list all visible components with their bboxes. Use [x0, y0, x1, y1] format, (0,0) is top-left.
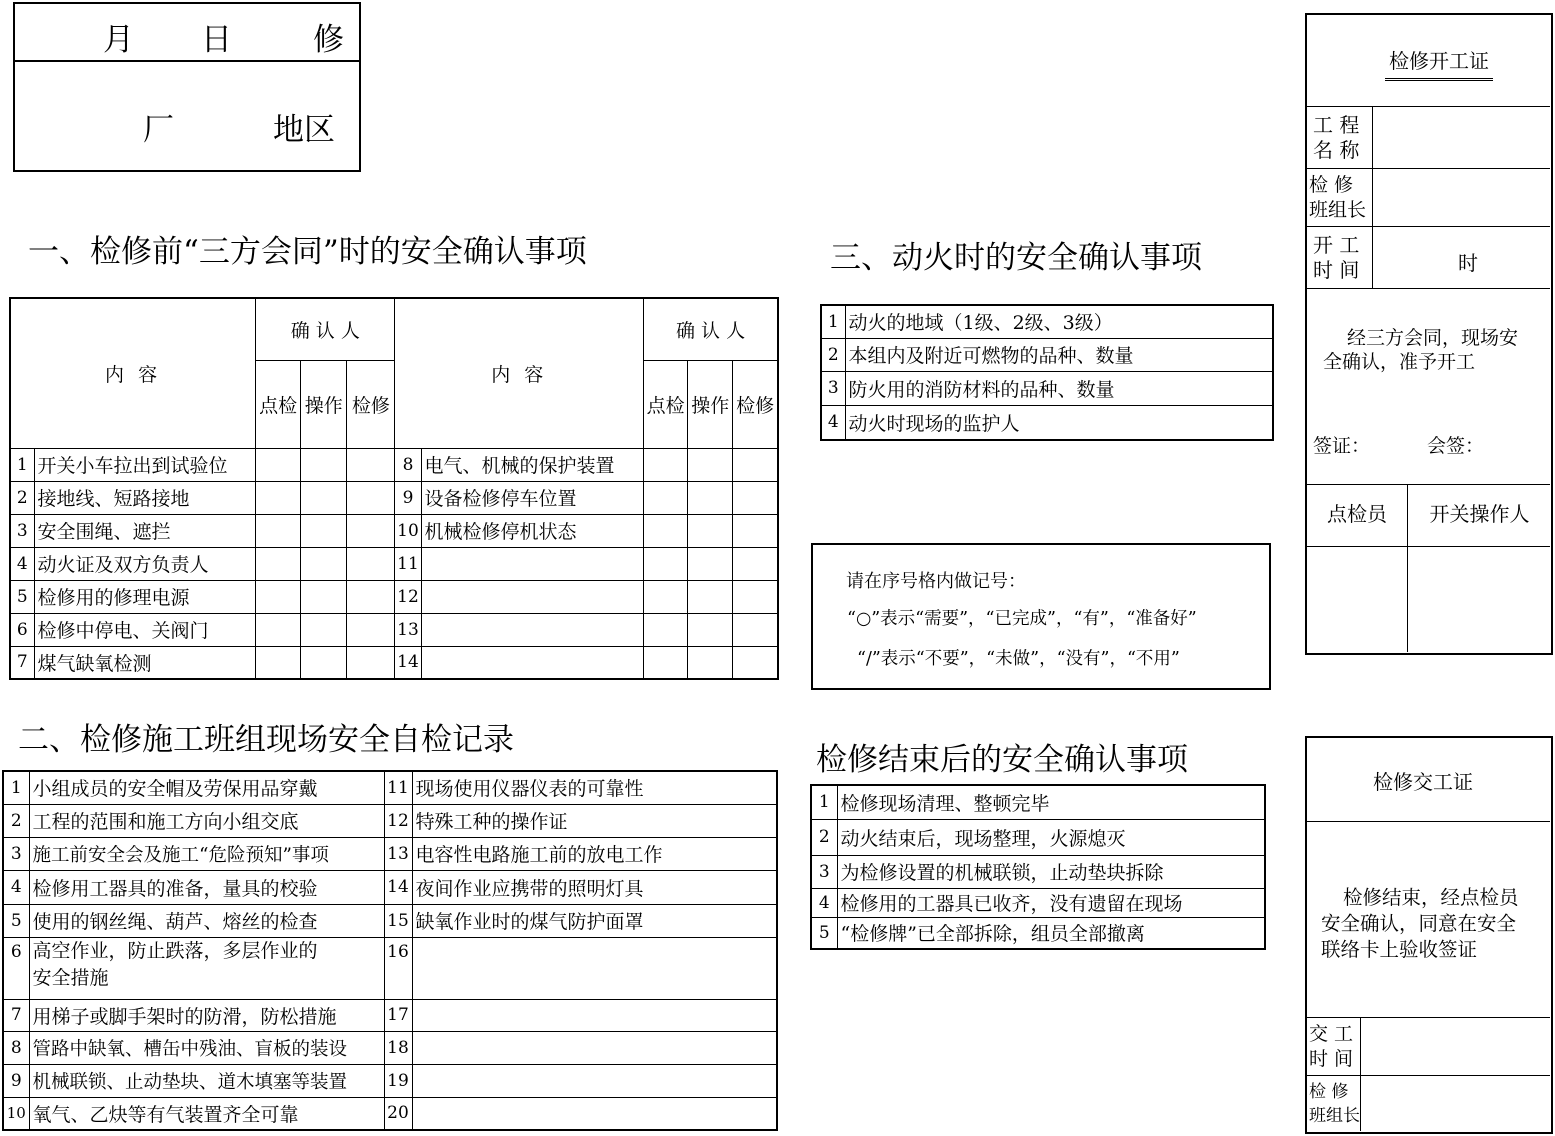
- table-row: [821, 371, 1273, 405]
- area-label: 地区: [273, 112, 335, 148]
- item-text: 检修用的工器具已收齐，没有遗留在现场: [837, 888, 1265, 917]
- table-row: [3, 870, 777, 904]
- start-statement-area: [1307, 289, 1550, 485]
- sub-header-operate: 操作: [688, 360, 733, 448]
- sub-header-operate: 操作: [301, 360, 347, 448]
- signers-header-row: [1307, 485, 1550, 547]
- table-row: [811, 855, 1265, 888]
- row-number: 1: [821, 305, 845, 338]
- operator-label: 开关操作人: [1429, 502, 1530, 526]
- item-text: [412, 1097, 777, 1130]
- row-number: 9: [395, 481, 421, 514]
- check-cell[interactable]: [688, 481, 733, 514]
- row-number: 2: [3, 804, 29, 837]
- row-number: 16: [384, 937, 412, 999]
- check-cell[interactable]: [256, 481, 301, 514]
- row-number: 9: [3, 1064, 29, 1097]
- end-statement-line2: 安全确认，同意在安全: [1321, 912, 1517, 935]
- check-cell[interactable]: [733, 448, 778, 481]
- end-statement-line3: 联络卡上验收签证: [1321, 938, 1478, 961]
- table-row: [10, 613, 778, 646]
- plant-row: [15, 62, 359, 172]
- item-text: 动火时现场的监护人: [845, 405, 1273, 440]
- item-text: 用梯子或脚手架时的防滑，防松措施: [29, 999, 384, 1031]
- row-number: 5: [811, 917, 837, 949]
- item-text: 电容性电路施工前的放电工作: [412, 837, 777, 870]
- team-leader-row: [1307, 169, 1550, 227]
- item-text: 本组内及附近可燃物的品种、数量: [845, 338, 1273, 371]
- start-statement-line2: 全确认，准予开工: [1323, 351, 1476, 373]
- start-time-row: [1307, 227, 1550, 289]
- item-text: “检修牌”已全部拆除，组员全部撤离: [837, 917, 1265, 949]
- month-label: 月: [103, 22, 134, 58]
- check-cell[interactable]: [733, 514, 778, 547]
- check-cell[interactable]: [347, 580, 395, 613]
- item-text: 夜间作业应携带的照明灯具: [412, 870, 777, 904]
- sub-header-inspect: 点检: [644, 360, 688, 448]
- table-row: [3, 837, 777, 870]
- check-cell[interactable]: [301, 448, 347, 481]
- check-cell[interactable]: [733, 580, 778, 613]
- row-number: 7: [3, 999, 29, 1031]
- item-text-line1: 高空作业，防止跌落，多层作业的: [32, 939, 318, 962]
- row-number: 4: [10, 547, 34, 580]
- section2-table: [2, 770, 778, 1131]
- table-row: [3, 1031, 777, 1064]
- row-number: 5: [3, 904, 29, 937]
- date-box: [13, 2, 361, 172]
- check-cell[interactable]: [301, 547, 347, 580]
- end-card-title: 检修交工证: [1373, 770, 1473, 794]
- row-number: 3: [3, 837, 29, 870]
- section3-table: [820, 304, 1274, 441]
- row-number: 14: [384, 870, 412, 904]
- row-number: 5: [10, 580, 34, 613]
- row-number: 10: [395, 514, 421, 547]
- item-text: 煤气缺氧检测: [34, 646, 256, 679]
- section1-table: [9, 297, 779, 680]
- check-cell[interactable]: [347, 514, 395, 547]
- end-time-label: 交 工 时 间: [1307, 1018, 1361, 1076]
- item-text: 防火用的消防材料的品种、数量: [845, 371, 1273, 405]
- table-row: [821, 405, 1273, 440]
- end-statement-line1: 检修结束，经点检员: [1343, 886, 1519, 909]
- row-number: 12: [384, 804, 412, 837]
- check-cell[interactable]: [301, 613, 347, 646]
- check-cell[interactable]: [688, 580, 733, 613]
- signers-sign-row: [1307, 547, 1550, 652]
- check-cell[interactable]: [644, 646, 688, 679]
- start-statement-line1: 经三方会同，现场安: [1347, 327, 1519, 349]
- item-text: 现场使用仪器仪表的可靠性: [412, 771, 777, 804]
- repair-label: 修: [313, 22, 344, 58]
- table-row: [821, 305, 1273, 338]
- legend-line2: “○”表示“需要”，“已完成”，“有”，“准备好”: [847, 609, 1197, 629]
- table-row: [3, 937, 777, 999]
- start-card: [1305, 13, 1553, 655]
- check-cell[interactable]: [347, 613, 395, 646]
- table-row: [10, 481, 778, 514]
- check-cell[interactable]: [301, 580, 347, 613]
- table-row: [3, 999, 777, 1031]
- item-text: 检修用的修理电源: [34, 580, 256, 613]
- item-text: 电气、机械的保护装置: [421, 448, 644, 481]
- item-text: [412, 999, 777, 1031]
- row-number: 17: [384, 999, 412, 1031]
- table-row: [10, 514, 778, 547]
- hour-unit: 时: [1458, 251, 1478, 275]
- check-cell[interactable]: [733, 613, 778, 646]
- check-cell[interactable]: [347, 448, 395, 481]
- confirm-header-left: 确 认 人: [256, 298, 395, 360]
- item-text: [412, 937, 777, 999]
- row-number: 11: [395, 547, 421, 580]
- table-row: [10, 646, 778, 679]
- item-text: 检修现场清理、整顿完毕: [837, 785, 1265, 819]
- item-text: 动火结束后，现场整理，火源熄灭: [837, 819, 1265, 855]
- check-cell[interactable]: [644, 547, 688, 580]
- item-text: 缺氧作业时的煤气防护面罩: [412, 904, 777, 937]
- item-text: 特殊工种的操作证: [412, 804, 777, 837]
- end-leader-field[interactable]: [1362, 1076, 1550, 1131]
- row-number: 1: [10, 448, 34, 481]
- team-leader-label: 检 修 班组长: [1307, 169, 1373, 227]
- row-number: 3: [821, 371, 845, 405]
- legend-line1: 请在序号格内做记号：: [846, 571, 1026, 592]
- row-number: 2: [821, 338, 845, 371]
- table-row: [3, 1097, 777, 1130]
- row-number: 3: [811, 855, 837, 888]
- row-number: 4: [811, 888, 837, 917]
- end-time-field[interactable]: [1362, 1018, 1550, 1076]
- row-number: 3: [10, 514, 34, 547]
- table-row: [811, 785, 1265, 819]
- table-row: [821, 338, 1273, 371]
- content-header-left: 内 容: [10, 298, 256, 448]
- check-cell[interactable]: [644, 448, 688, 481]
- check-cell[interactable]: [733, 481, 778, 514]
- item-text: 工程的范围和施工方向小组交底: [29, 804, 384, 837]
- section4-table: [810, 784, 1266, 950]
- row-number: 13: [384, 837, 412, 870]
- row-number: 6: [10, 613, 34, 646]
- item-text: 开关小车拉出到试验位: [34, 448, 256, 481]
- sub-header-inspect: 点检: [256, 360, 301, 448]
- row-number: 2: [811, 819, 837, 855]
- sign-label: 签证：: [1313, 435, 1371, 457]
- legend-box: [811, 543, 1271, 690]
- item-text: 动火证及双方负责人: [34, 547, 256, 580]
- item-text: [421, 580, 644, 613]
- plant-label: 厂: [143, 112, 174, 148]
- item-text: 氧气、乙炔等有气装置齐全可靠: [29, 1097, 384, 1130]
- item-text: 机械检修停机状态: [421, 514, 644, 547]
- check-cell[interactable]: [644, 514, 688, 547]
- item-text: 小组成员的安全帽及劳保用品穿戴: [29, 771, 384, 804]
- row-number: 7: [10, 646, 34, 679]
- operator-sign-field[interactable]: [1409, 547, 1550, 652]
- check-cell[interactable]: [347, 646, 395, 679]
- table-row: [10, 448, 778, 481]
- table-row: [3, 1064, 777, 1097]
- check-cell[interactable]: [256, 646, 301, 679]
- check-cell[interactable]: [644, 481, 688, 514]
- item-text: [421, 646, 644, 679]
- check-cell[interactable]: [256, 613, 301, 646]
- item-text: [412, 1064, 777, 1097]
- row-number: 13: [395, 613, 421, 646]
- start-card-title: 检修开工证: [1385, 45, 1493, 81]
- item-text: [412, 1031, 777, 1064]
- row-number: 8: [395, 448, 421, 481]
- check-cell[interactable]: [256, 448, 301, 481]
- row-number: 20: [384, 1097, 412, 1130]
- check-cell[interactable]: [688, 448, 733, 481]
- day-label: 日: [201, 22, 232, 58]
- item-text: 动火的地域（1级、2级、3级）: [845, 305, 1273, 338]
- item-text: 施工前安全会及施工“危险预知”事项: [29, 837, 384, 870]
- table-row: [811, 819, 1265, 855]
- table-row: [3, 804, 777, 837]
- item-text: 安全围绳、遮拦: [34, 514, 256, 547]
- row-number: 11: [384, 771, 412, 804]
- check-cell[interactable]: [347, 547, 395, 580]
- row-number: 15: [384, 904, 412, 937]
- row-number: 14: [395, 646, 421, 679]
- date-row: [15, 4, 359, 62]
- confirm-header-right: 确 认 人: [644, 298, 778, 360]
- end-statement-area: [1307, 822, 1550, 1018]
- check-cell[interactable]: [347, 481, 395, 514]
- cosign-label: 会签：: [1427, 435, 1485, 457]
- sub-header-repair: 检修: [733, 360, 778, 448]
- row-number: 6: [3, 937, 29, 999]
- end-leader-label: 检 修 班组长: [1307, 1076, 1361, 1131]
- table-row: [811, 888, 1265, 917]
- item-text: 使用的钢丝绳、葫芦、熔丝的检查: [29, 904, 384, 937]
- item-text-line2: 安全措施: [32, 966, 109, 989]
- legend-line3: “/”表示“不要”，“未做”，“没有”，“不用”: [857, 649, 1180, 669]
- item-text: 管路中缺氧、槽缶中残油、盲板的装设: [29, 1031, 384, 1064]
- item-text: 机械联锁、止动垫块、道木填塞等装置: [29, 1064, 384, 1097]
- table-row: [10, 547, 778, 580]
- project-name-label: 工 程 名 称: [1307, 107, 1373, 169]
- project-name-row: [1307, 107, 1550, 169]
- table-row: [3, 771, 777, 804]
- table-row: [10, 580, 778, 613]
- row-number: 1: [811, 785, 837, 819]
- team-leader-field[interactable]: [1374, 169, 1550, 227]
- check-cell[interactable]: [644, 613, 688, 646]
- check-cell[interactable]: [688, 613, 733, 646]
- inspector-sign-field[interactable]: [1307, 547, 1408, 652]
- row-number: 4: [821, 405, 845, 440]
- item-text: 设备检修停车位置: [421, 481, 644, 514]
- check-cell[interactable]: [688, 646, 733, 679]
- start-time-label: 开 工 时 间: [1307, 227, 1373, 289]
- row-number: 2: [10, 481, 34, 514]
- row-number: 10: [3, 1097, 29, 1130]
- check-cell[interactable]: [256, 547, 301, 580]
- item-text: 为检修设置的机械联锁，止动垫块拆除: [837, 855, 1265, 888]
- check-cell[interactable]: [733, 646, 778, 679]
- section4-title: 检修结束后的安全确认事项: [816, 742, 1188, 778]
- inspector-label: 点检员: [1307, 485, 1408, 547]
- table-row: [811, 917, 1265, 949]
- check-cell[interactable]: [301, 514, 347, 547]
- check-cell[interactable]: [256, 580, 301, 613]
- section1-title: 一、检修前“三方会同”时的安全确认事项: [28, 234, 587, 270]
- item-text: 接地线、短路接地: [34, 481, 256, 514]
- sub-header-repair: 检修: [347, 360, 395, 448]
- item-text: 检修用工器具的准备，量具的校验: [29, 870, 384, 904]
- check-cell[interactable]: [688, 514, 733, 547]
- row-number: 12: [395, 580, 421, 613]
- section3-title: 三、动火时的安全确认事项: [830, 240, 1202, 276]
- table-row: [3, 904, 777, 937]
- project-name-field[interactable]: [1374, 107, 1550, 169]
- end-card: [1305, 736, 1553, 1134]
- row-number: 19: [384, 1064, 412, 1097]
- check-cell[interactable]: [256, 514, 301, 547]
- section2-title: 二、检修施工班组现场安全自检记录: [18, 722, 514, 758]
- item-text: [421, 613, 644, 646]
- item-text: 检修中停电、关阀门: [34, 613, 256, 646]
- end-time-row: [1307, 1018, 1550, 1076]
- item-text: [29, 937, 384, 999]
- check-cell[interactable]: [644, 580, 688, 613]
- check-cell[interactable]: [733, 547, 778, 580]
- check-cell[interactable]: [688, 547, 733, 580]
- item-text: [421, 547, 644, 580]
- check-cell[interactable]: [301, 646, 347, 679]
- content-header-right: 内 容: [395, 298, 644, 448]
- row-number: 18: [384, 1031, 412, 1064]
- row-number: 4: [3, 870, 29, 904]
- start-card-header: [1307, 15, 1550, 107]
- check-cell[interactable]: [301, 481, 347, 514]
- end-leader-row: [1307, 1076, 1550, 1131]
- row-number: 1: [3, 771, 29, 804]
- start-time-field[interactable]: [1374, 227, 1550, 289]
- end-card-header: [1307, 738, 1550, 822]
- row-number: 8: [3, 1031, 29, 1064]
